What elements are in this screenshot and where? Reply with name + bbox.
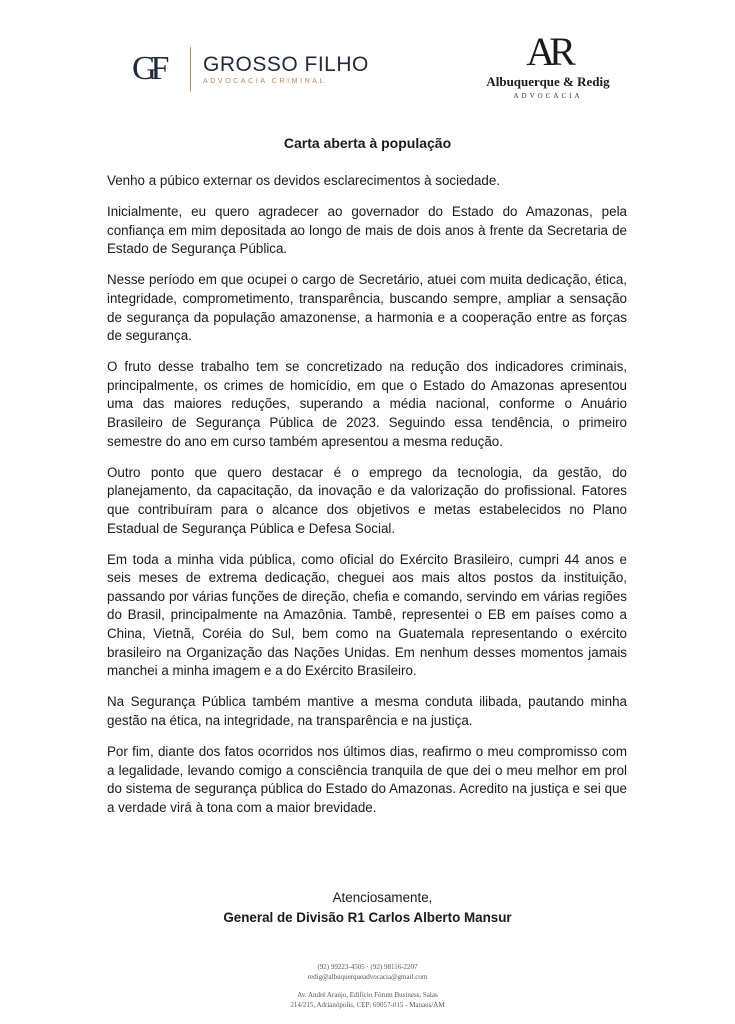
- signature-block: [0, 888, 735, 928]
- albuquerque-redig-monogram: AR: [526, 29, 570, 74]
- footer-phones: (92) 99223-4505 · (92) 98116-2207: [317, 963, 418, 971]
- albuquerque-redig-logo: [478, 29, 618, 100]
- grosso-filho-monogram: GF: [132, 50, 164, 87]
- paragraph-8: Por fim, diante dos fatos ocorridos nos últimos dias, reafirmo o meu compromisso com a legalidade, levando comigo a consciência tranquila de que dei o meu melhor em prol do sistema de segurança pública do Estado do Amazonas. Acredito na justiça e sei que a verdade virá à tona com a maior brevidade.: [107, 743, 627, 815]
- footer-spacer: [0, 982, 735, 990]
- letter-title: Carta aberta à população: [283, 135, 452, 151]
- albuquerque-redig-name: Albuquerque & Redig: [486, 74, 610, 89]
- paragraph-3: Nesse período em que ocupei o cargo de Secretário, atuei com muita dedicação, ética, integridade, comprometimento, transparência, buscando sempre, ampliar a sensação de segurança da população amazonense, a harmonia e a cooperação entre as forças de segurança.: [107, 272, 627, 344]
- grosso-filho-subtitle: ADVOCACIA CRIMINAL: [203, 77, 327, 85]
- closing-salutation: Atenciosamente,: [332, 890, 433, 905]
- paragraph-6: Em toda a minha vida pública, como oficial do Exército Brasileiro, cumpri 44 anos e seis meses de extrema dedicação, cheguei aos mais altos postos da instituição, passando por várias funções de direção, chefia e comando, servindo em várias regiões do Brasil, principalmente na Amazônia. Tambê, representei o EB em países como a China, Vietnã, Coréia do Sul, bem como na Guatemala representando o exército brasileiro na Organização das Nações Unidas. Em nenhum desses momentos jamais manchei a minha imagem e a do Exército Brasileiro.: [107, 551, 627, 679]
- paragraph-5: Outro ponto que quero destacar é o emprego da tecnologia, da gestão, do planejamento, da capacitação, da inovação e da valorização do profissional. Fatores que contribuíram para o alcance dos objetivos e metas estabelecidos no Plano Estadual de Segurança Pública e Defesa Social.: [107, 464, 627, 536]
- signer-name: General de Divisão R1 Carlos Alberto Mansur: [223, 910, 512, 925]
- footer-email: redig@albuquerqueadvocacia@gmail.com: [307, 973, 428, 981]
- footer-contact: [0, 962, 735, 1010]
- paragraph-7: Na Segurança Pública também mantive a mesma conduta ilibada, pautando minha gestão na ética, na integridade, na transparência e na justiça.: [107, 694, 627, 728]
- paragraph-2: Inicialmente, eu quero agradecer ao governador do Estado do Amazonas, pela confiança em mim depositada ao longo de mais de dois anos à frente da Secretaria de Estado de Segurança Pública.: [107, 204, 627, 257]
- paragraph-1: Venho a púbico externar os devidos esclarecimentos à sociedade.: [107, 173, 501, 188]
- grosso-filho-wordmark: [203, 54, 369, 85]
- footer-address-line-1: Av. André Araújo, Edifício Fórum Business, Salas: [297, 991, 438, 999]
- grosso-filho-name: GROSSO FILHO: [203, 52, 369, 76]
- logo-divider: [190, 47, 191, 91]
- grosso-filho-logo: [132, 44, 369, 94]
- paragraph-4: O fruto desse trabalho tem se concretizado na redução dos indicadores criminais, principalmente, os crimes de homicídio, em que o Estado do Amazonas apresentou uma das maiores reduções, superando a média nacional, conforme o Anuário Brasileiro de Segurança Pública de 2023. Seguindo essa tendência, o primeiro semestre do ano em curso também apresentou a mesma redução.: [107, 359, 627, 449]
- letter-body: [107, 172, 627, 830]
- footer-address-line-2: 214/215, Adrianópolis, CEP: 69057-015 - Manaus/AM: [290, 1001, 445, 1009]
- albuquerque-redig-subtitle: ADVOCACIA: [513, 92, 583, 100]
